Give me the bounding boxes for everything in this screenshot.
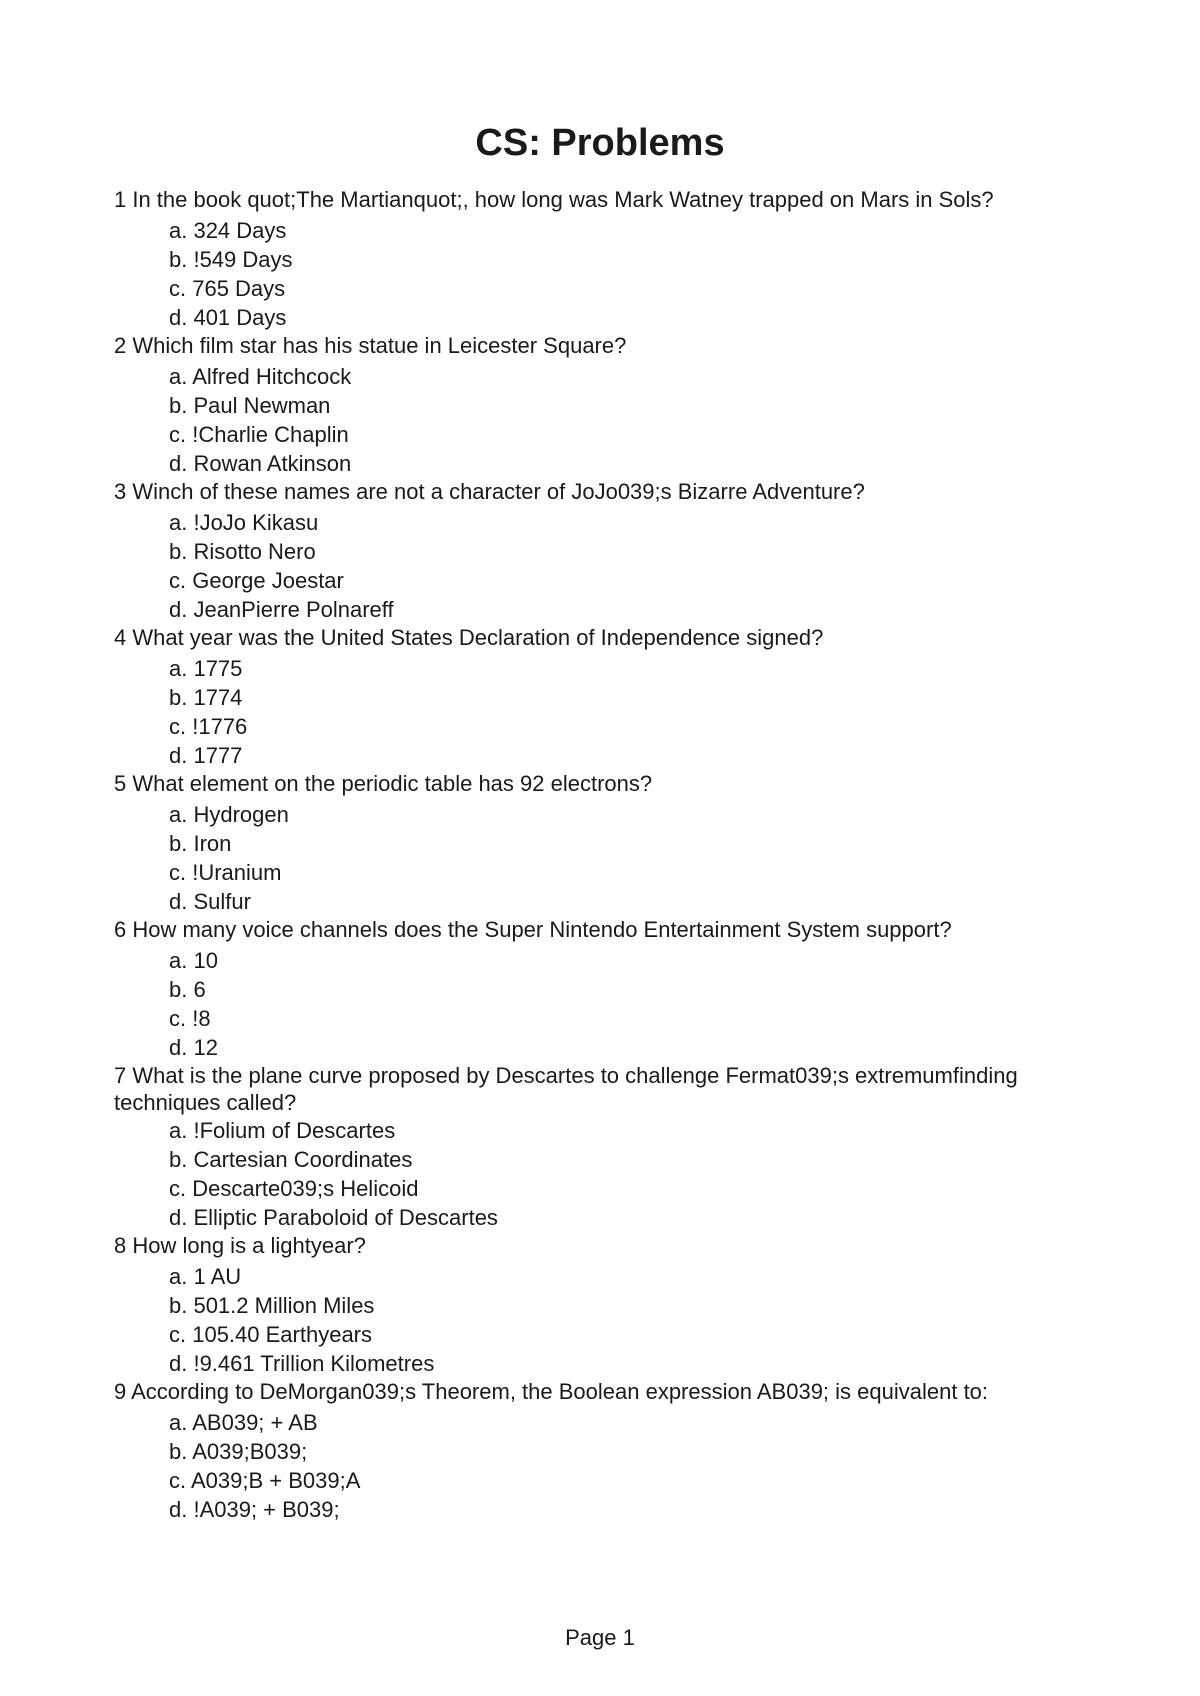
question-text: 9 According to DeMorgan039;s Theorem, the Boolean expression AB039; is equivalent to: [114,1379,989,1404]
question-item [114,478,1114,624]
question-text: 4 What year was the United States Declaration of Independence signed? [114,625,824,650]
question-item [114,1378,1114,1524]
question-item [114,1062,1114,1232]
option-item: b. Paul Newman [169,393,331,418]
option-list [114,1408,1114,1524]
option-item: a. !Folium of Descartes [169,1118,396,1143]
question-text: 3 Winch of these names are not a character of JoJo039;s Bizarre Adventure? [114,479,865,504]
question-text: 5 What element on the periodic table has 92 electrons? [114,771,653,796]
option-item: c. !1776 [169,714,248,739]
question-item [114,916,1114,1062]
question-item [114,624,1114,770]
option-item: d. Rowan Atkinson [169,451,352,476]
option-item: d. 1777 [169,743,243,768]
option-item: a. 324 Days [169,218,287,243]
option-item: d. !A039; + B039; [169,1497,340,1522]
option-item: a. 10 [169,948,218,973]
option-item: a. AB039; + AB [169,1410,318,1435]
option-list [114,216,1114,332]
option-item: b. Risotto Nero [169,539,316,564]
option-list [114,946,1114,1062]
option-item: a. !JoJo Kikasu [169,510,319,535]
option-list [114,1262,1114,1378]
question-text: 6 How many voice channels does the Super Nintendo Entertainment System support? [114,917,952,942]
option-list [114,800,1114,916]
option-item: a. 1775 [169,656,243,681]
option-item: c. 765 Days [169,276,286,301]
option-item: c. 105.40 Earthyears [169,1322,373,1347]
option-item: b. Cartesian Coordinates [169,1147,413,1172]
question-item [114,332,1114,478]
option-item: b. 1774 [169,685,243,710]
option-item: a. Hydrogen [169,802,289,827]
option-item: b. !549 Days [169,247,293,272]
option-item: d. 12 [169,1035,218,1060]
question-text: 8 How long is a lightyear? [114,1233,366,1258]
option-item: c. !8 [169,1006,211,1031]
question-text: 2 Which film star has his statue in Leicester Square? [114,333,627,358]
option-item: c. Descarte039;s Helicoid [169,1176,419,1201]
option-item: c. !Uranium [169,860,282,885]
option-item: d. JeanPierre Polnareff [169,597,394,622]
option-item: c. A039;B + B039;A [169,1468,361,1493]
option-item: c. !Charlie Chaplin [169,422,349,447]
option-item: b. Iron [169,831,232,856]
option-item: b. 6 [169,977,206,1002]
option-item: a. 1 AU [169,1264,242,1289]
option-list [114,508,1114,624]
option-list [114,654,1114,770]
option-item: b. 501.2 Million Miles [169,1293,375,1318]
option-list [114,1116,1114,1232]
option-item: d. Elliptic Paraboloid of Descartes [169,1205,498,1230]
option-item: a. Alfred Hitchcock [169,364,352,389]
page-number: Page 1 [565,1625,635,1650]
option-item: d. !9.461 Trillion Kilometres [169,1351,435,1376]
option-item: c. George Joestar [169,568,344,593]
question-text: 7 What is the plane curve proposed by Descartes to challenge Fermat039;s extremumfinding techniques called? [114,1063,1018,1115]
page-title: CS: Problems [475,122,725,164]
option-item: b. A039;B039; [169,1439,308,1464]
option-item: d. 401 Days [169,305,287,330]
option-list [114,362,1114,478]
question-list [114,186,1114,1524]
option-item: d. Sulfur [169,889,251,914]
question-text: 1 In the book quot;The Martianquot;, how long was Mark Watney trapped on Mars in Sols? [114,187,994,212]
question-item [114,770,1114,916]
question-item [114,1232,1114,1378]
question-item [114,186,1114,332]
